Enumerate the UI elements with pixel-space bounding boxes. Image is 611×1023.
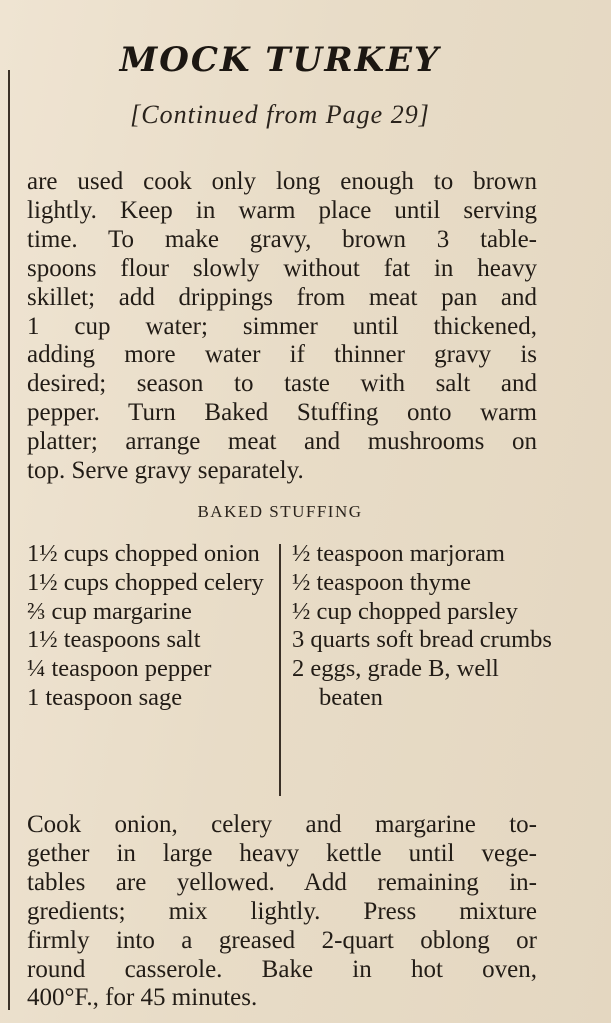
text-line: skillet; add drippings from meat pan and xyxy=(27,283,537,311)
column-divider xyxy=(279,544,281,796)
ingredients-right-column xyxy=(292,540,552,713)
ingredient-item: 3 quarts soft bread crumbs xyxy=(292,626,552,654)
ingredient-item: 1½ cups chopped celery xyxy=(27,568,264,596)
ingredient-item: 2 eggs, grade B, well beaten xyxy=(292,655,499,711)
text-line: desired; season to taste with salt and xyxy=(27,370,537,398)
text-line: gether in large heavy kettle until vege- xyxy=(27,839,537,867)
text-line: pepper. Turn Baked Stuffing onto warm xyxy=(27,399,537,427)
text-line: lightly. Keep in warm place until serving xyxy=(27,196,537,224)
text-line: spoons flour slowly without fat in heavy xyxy=(27,254,537,282)
text-line: tables are yellowed. Add remaining in- xyxy=(27,868,537,896)
text-line: time. To make gravy, brown 3 table- xyxy=(27,225,537,253)
text-line: round casserole. Bake in hot oven, xyxy=(27,955,537,983)
ingredient-item: ½ cup chopped parsley xyxy=(292,597,518,625)
method-paragraph xyxy=(27,811,537,1013)
text-line: platter; arrange meat and mushrooms on xyxy=(27,428,537,456)
ingredient-item: 1 teaspoon sage xyxy=(27,683,183,711)
ingredient-item: 1½ cups chopped onion xyxy=(27,540,260,567)
ingredient-item: ½ teaspoon marjoram xyxy=(292,540,505,567)
ingredient-item: 1½ teaspoons salt xyxy=(27,626,201,654)
ingredients-left-column xyxy=(27,540,272,713)
intro-paragraph xyxy=(27,168,537,486)
text-line: are used cook only long enough to brown xyxy=(27,168,537,195)
text-line: Cook onion, celery and margarine to- xyxy=(27,811,537,838)
recipe-title: MOCK TURKEY xyxy=(119,40,441,80)
ingredient-item: ½ teaspoon thyme xyxy=(292,568,471,596)
text-line: gredients; mix lightly. Press mixture xyxy=(27,897,537,925)
margin-rule xyxy=(8,70,10,1010)
text-line: 400°F., for 45 minutes. xyxy=(27,984,258,1012)
continued-note: [Continued from Page 29] xyxy=(130,100,430,129)
ingredient-item: ¼ teaspoon pepper xyxy=(27,655,212,683)
ingredient-item: ⅔ cup margarine xyxy=(27,597,192,625)
text-line: firmly into a greased 2-quart oblong or xyxy=(27,926,537,954)
text-line: 1 cup water; simmer until thickened, xyxy=(27,312,537,340)
text-line: adding more water if thinner gravy is xyxy=(27,341,537,369)
text-line: top. Serve gravy separately. xyxy=(27,457,304,485)
section-heading: BAKED STUFFING xyxy=(197,502,363,521)
